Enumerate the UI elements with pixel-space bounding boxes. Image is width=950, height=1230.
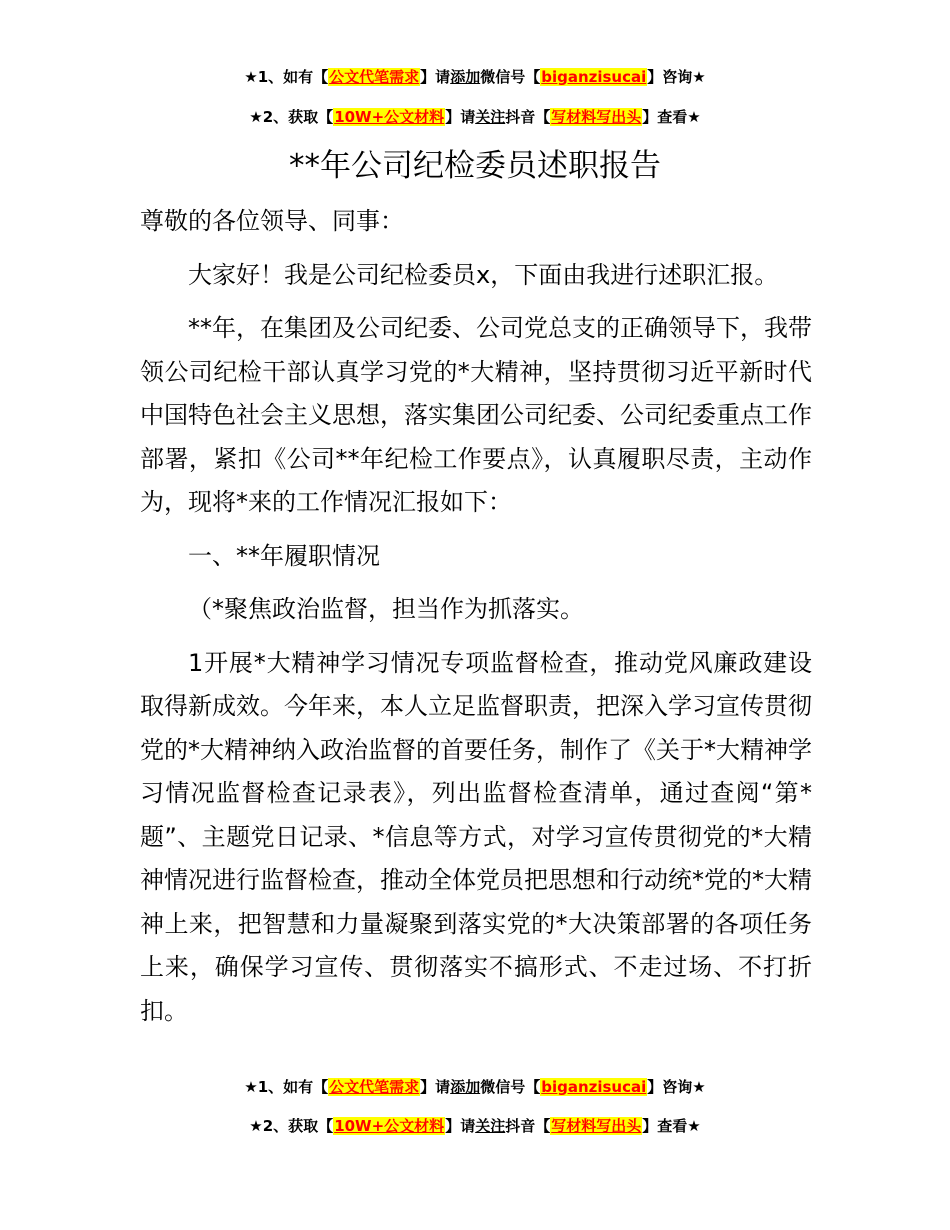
banner-top-line-2 <box>0 106 950 128</box>
paragraph: **年，在集团及公司纪委、公司党总支的正确领导下，我带领公司纪检干部认真学习党的*大精神，坚持贯彻习近平新时代中国特色社会主义思想，落实集团公司纪委、公司纪委重点工作部署，紧扣《公司**年纪检工作要点》，认真履职尽责，主动作为，现将*来的工作情况汇报如下： <box>140 314 812 516</box>
document-title: **年公司纪检委员述职报告 <box>289 148 661 184</box>
banner-text: 】查看★ <box>642 1117 701 1135</box>
banner-text: 微信号【 <box>480 68 541 86</box>
banner-highlight: 公文代笔需求 <box>329 68 420 86</box>
banner-top-line-1 <box>0 66 950 88</box>
banner-highlight: 写材料写出头 <box>551 108 642 126</box>
banner-text: 】请 <box>420 68 451 86</box>
document-body <box>140 200 812 1043</box>
banner-text: 】咨询★ <box>647 1078 706 1096</box>
banner-text: 】查看★ <box>642 108 701 126</box>
banner-underline: 关注 <box>475 108 506 126</box>
paragraph: 1开展*大精神学习情况专项监督检查，推动党风廉政建设取得新成效。今年来，本人立足监督职责，把深入学习宣传贯彻党的*大精神纳入政治监督的首要任务，制作了《关于*大精神学习情况监督检查记录表》，列出监督检查清单，通过查阅“第*题”、主题党日记录、*信息等方式，对学习宣传贯彻党的*大精神情况进行监督检查，推动全体党员把思想和行动统*党的*大精神上来，把智慧和力量凝聚到落实党的*大决策部署的各项任务上来，确保学习宣传、贯彻落实不搞形式、不走过场、不打折扣。 <box>140 648 812 1025</box>
banner-text: 】请 <box>445 108 476 126</box>
paragraph: 大家好！我是公司纪检委员x，下面由我进行述职汇报。 <box>188 260 779 289</box>
banner-bottom-line-2 <box>0 1115 950 1137</box>
banner-underline: 关注 <box>475 1117 506 1135</box>
banner-underline: 添加 <box>450 68 481 86</box>
banner-text: 微信号【 <box>480 1078 541 1096</box>
banner-text: 抖音【 <box>505 1117 551 1135</box>
banner-text: ★2、获取【 <box>249 108 334 126</box>
banner-highlight: 公文代笔需求 <box>329 1078 420 1096</box>
banner-text: ★1、如有【 <box>244 68 329 86</box>
banner-text: 抖音【 <box>505 108 551 126</box>
section-heading: 一、**年履职情况 <box>188 541 380 570</box>
banner-highlight: 写材料写出头 <box>551 1117 642 1135</box>
banner-text: ★1、如有【 <box>244 1078 329 1096</box>
banner-text: 】咨询★ <box>647 68 706 86</box>
banner-highlight: 10W+公文材料 <box>334 1117 445 1135</box>
banner-highlight: biganzisucai <box>541 1078 647 1096</box>
subsection-heading: （*聚焦政治监督，担当作为抓落实。 <box>188 595 584 623</box>
banner-underline: 添加 <box>450 1078 481 1096</box>
banner-highlight: 10W+公文材料 <box>334 108 445 126</box>
banner-bottom-line-1 <box>0 1076 950 1098</box>
banner-highlight: biganzisucai <box>541 68 647 86</box>
banner-text: 】请 <box>445 1117 476 1135</box>
salutation: 尊敬的各位领导、同事： <box>140 207 404 235</box>
banner-text: 】请 <box>420 1078 451 1096</box>
banner-text: ★2、获取【 <box>249 1117 334 1135</box>
